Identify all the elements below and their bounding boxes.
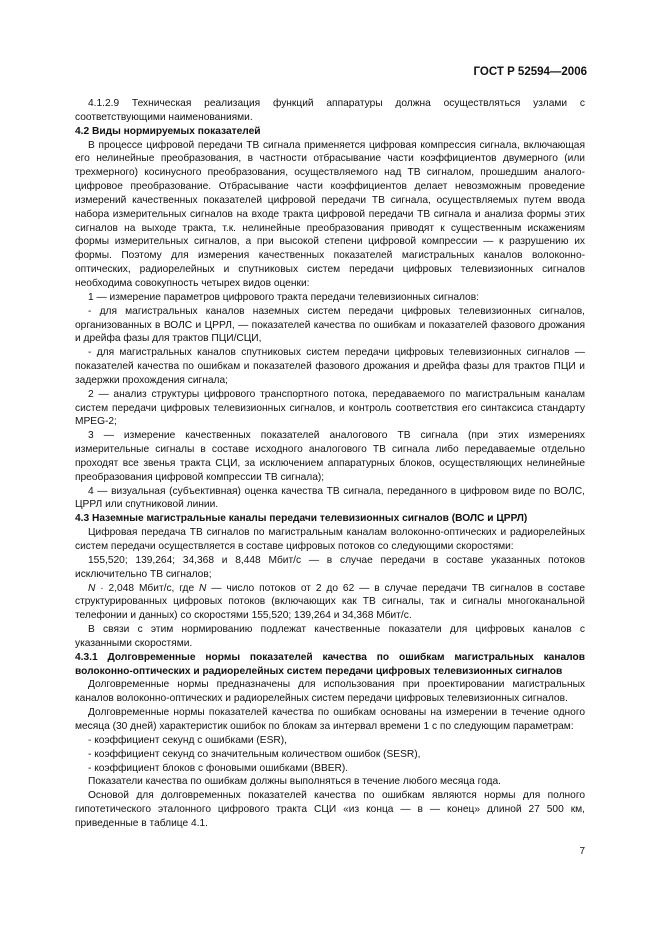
list-item: - коэффициент секунд со значительным количеством ошибок (SESR), xyxy=(88,748,421,760)
section-heading: 4.2 Виды нормируемых показателей xyxy=(75,125,261,137)
list-item: - для магистральных каналов наземных систем передачи цифровых телевизионных сигналов, организованных в ВОЛС и ЦРРЛ, — показателей качества по ошибкам и показателей фазового дрожания и дрейфа фазы для трактов ПЦИ/СЦИ, xyxy=(75,305,585,345)
paragraph: 155,520; 139,264; 34,368 и 8,448 Мбит/с — в случае передачи в составе указанных потоков исключительно ТВ сигналов; xyxy=(75,554,585,580)
paragraph: В процессе цифровой передачи ТВ сигнала применяется цифровая компрессия сигнала, включающая его нелинейные преобразования, в частности отбрасывание части коэффициентов двумерного (или трехмерного) косинусного преобразования, осуществляемого над ТВ сигналом, прошедшим аналого-цифровое преобразование. Отбрасывание части коэффициентов делает невозможным проведение измерений качественных показателей цифровой передачи ТВ сигнала, осуществляемых путем ввода набора измерительных сигналов на входе тракта цифровой передачи ТВ сигнала и анализа формы этих сигналов на выходе тракта, т.к. нелинейные преобразования приводят к существенным искажениям формы измерительных сигналов, а при высокой степени цифровой компрессии — к разрушению их формы. Поэтому для измерения качественных показателей магистральных каналов волоконно-оптических, радиорелейных и спутниковых систем передачи цифровых телевизионных сигналов необходима совокупность четырех видов оценки: xyxy=(75,139,585,289)
paragraph: 2 — анализ структуры цифрового транспортного потока, передаваемого по магистральным каналам систем передачи цифровых телевизионных сигналов, и контроль соответствия его синтаксиса стандарту MPEG-2; xyxy=(75,388,585,428)
paragraph: 1 — измерение параметров цифрового тракта передачи телевизионных сигналов: xyxy=(88,291,479,303)
paragraph: Основой для долговременных показателей качества по ошибкам являются нормы для полного гипотетического эталонного цифрового тракта СЦИ «из конца — в — конец» длиной 27 500 км, приведенные в таблице 4.1. xyxy=(75,790,585,829)
page-number: 7 xyxy=(579,846,585,857)
paragraph: Долговременные нормы показателей качества по ошибкам основаны на измерении в течение одного месяца (30 дней) характеристик ошибок по блокам за интервал времени 1 с по следующим параметрам: xyxy=(75,707,585,732)
paragraph: Цифровая передача ТВ сигналов по магистральным каналам волоконно-оптических и радиорелейных систем передачи осуществляется в составе цифровых потоков со следующими скоростями: xyxy=(75,527,585,552)
variable-n: N xyxy=(199,582,207,594)
list-item: - для магистральных каналов спутниковых систем передачи цифровых телевизионных сигналов — показателей качества по ошибкам и показателей фазового дрожания и дрейфа фазы для трактов ПЦИ и задержки прохождения сигнала; xyxy=(75,347,585,386)
list-item: - коэффициент секунд с ошибками (ESR), xyxy=(88,734,287,746)
paragraph: В связи с этим нормированию подлежат качественные показатели для цифровых каналов с указанными скоростями. xyxy=(75,624,585,649)
paragraph: 4 — визуальная (субъективная) оценка качества ТВ сигнала, переданного в цифровом виде по ВОЛС, ЦРРЛ или спутниковой линии. xyxy=(75,485,585,511)
paragraph: 3 — измерение качественных показателей аналогового ТВ сигнала (при этих измерениях измерительные сигналы в составе исходного аналогового ТВ сигнала либо передаваемые отдельно проходят все звенья тракта СЦИ, за исключением аппаратурных блоков, осуществляющих нелинейные преобразования цифровой компрессии ТВ сигнала); xyxy=(75,430,585,483)
document-body xyxy=(75,97,585,831)
document-code: ГОСТ Р 52594—2006 xyxy=(473,66,587,78)
paragraph xyxy=(75,582,585,624)
paragraph: 4.1.2.9 Техническая реализация функций аппаратуры должна осуществляться узлами с соответствующими наименованиями. xyxy=(75,98,585,123)
section-heading: 4.3 Наземные магистральные каналы передачи телевизионных сигналов (ВОЛС и ЦРРЛ) xyxy=(75,513,528,525)
paragraph: Показатели качества по ошибкам должны выполняться в течение любого месяца года. xyxy=(88,776,501,788)
paragraph-text: · 2,048 Мбит/с, где xyxy=(95,582,200,594)
list-item: - коэффициент блоков с фоновыми ошибками (BBER). xyxy=(88,762,349,774)
variable-n: N xyxy=(88,582,96,594)
paragraph: Долговременные нормы предназначены для использования при проектировании магистральных каналов волоконно-оптических и радиорелейных систем передачи цифровых телевизионных сигналов. xyxy=(75,679,585,705)
section-heading: 4.3.1 Долговременные нормы показателей качества по ошибкам магистральных каналов волоконно-оптических и радиорелейных систем передачи цифровых телевизионных сигналов xyxy=(75,651,585,677)
paragraph-text: — число потоков от 2 до 62 — в случае передачи ТВ сигналов в составе структурированных цифровых потоков (включающих как ТВ сигналы, так и сигналы многоканальной телефонии и данных) со скоростями 155,520; 139,264 и 34,368 Мбит/с. xyxy=(75,582,585,622)
